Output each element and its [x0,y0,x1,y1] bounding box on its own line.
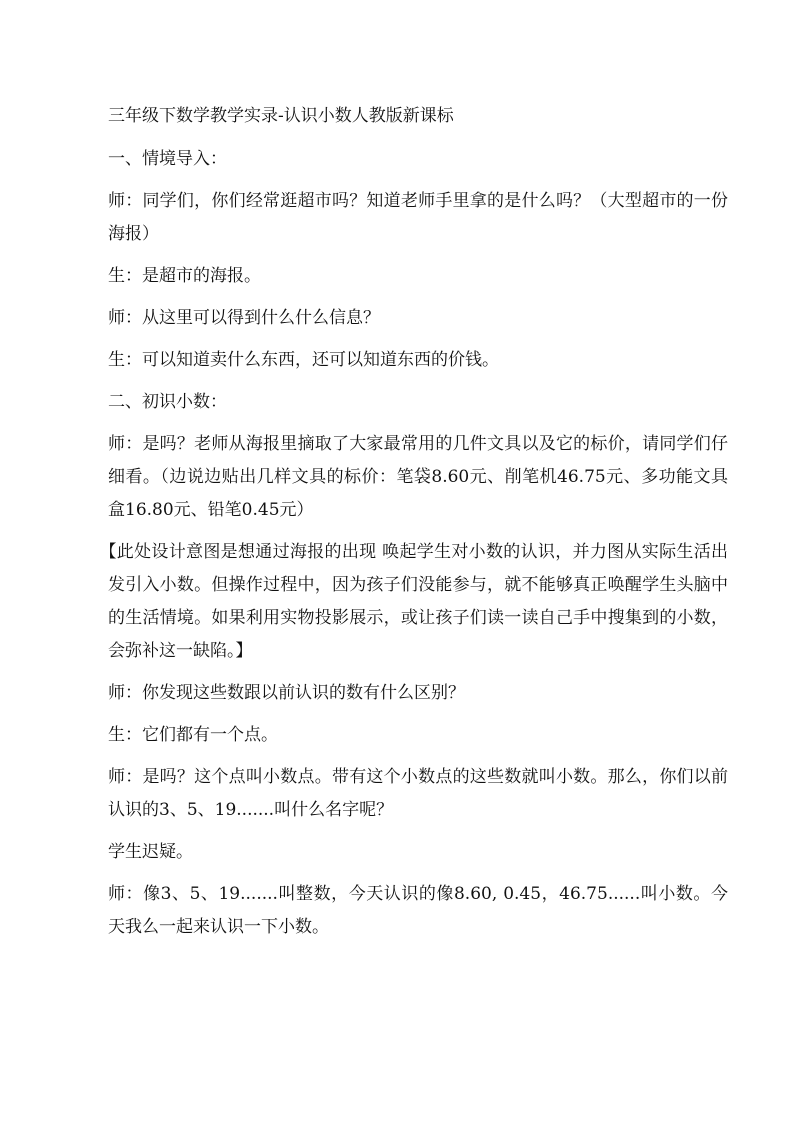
document-body [99,100,728,953]
paragraph: 师：从这里可以得到什么什么信息？ [108,308,380,328]
paragraph: 生：可以知道卖什么东西，还可以知道东西的价钱。 [108,350,499,370]
paragraph: 生：是超市的海报。 [108,266,261,286]
paragraph: 师：同学们，你们经常逛超市吗？知道老师手里拿的是什么吗？（大型超市的一份海报） [108,191,728,244]
paragraph: 生：它们都有一个点。 [108,725,278,745]
paragraph: 师：你发现这些数跟以前认识的数有什么区别？ [108,683,465,703]
paragraph: 学生迟疑。 [108,842,193,862]
document-title: 三年级下数学教学实录-认识小数人教版新课标 [108,106,454,126]
section-heading-2: 二、初识小数： [108,392,227,412]
section-heading-1: 一、情境导入： [108,149,227,169]
paragraph: 师：是吗？老师从海报里摘取了大家最常用的几件文具以及它的标价，请同学们仔细看。（边说边贴出几样文具的标价：笔袋8.60元、削笔机46.75元、多功能文具盒16.80元、铅笔0.45元） [108,434,728,520]
paragraph: 师：是吗？这个点叫小数点。带有这个小数点的这些数就叫小数。那么，你们以前认识的3、5、19.......叫什么名字呢？ [108,767,728,820]
design-note-paragraph: 【此处设计意图是想通过海报的出现 唤起学生对小数的认识，并力图从实际生活出发引入小数。但操作过程中，因为孩子们没能参与，就不能够真正唤醒学生头脑中的生活情境。如果利用实物投影展示，或让孩子们读一读自己手中搜集到的小数，会弥补这一缺陷。】 [99,542,728,661]
paragraph: 师：像3、5、19.......叫整数，今天认识的像8.60, 0.45，46.75......叫小数。今天我么一起来认识一下小数。 [108,884,728,937]
